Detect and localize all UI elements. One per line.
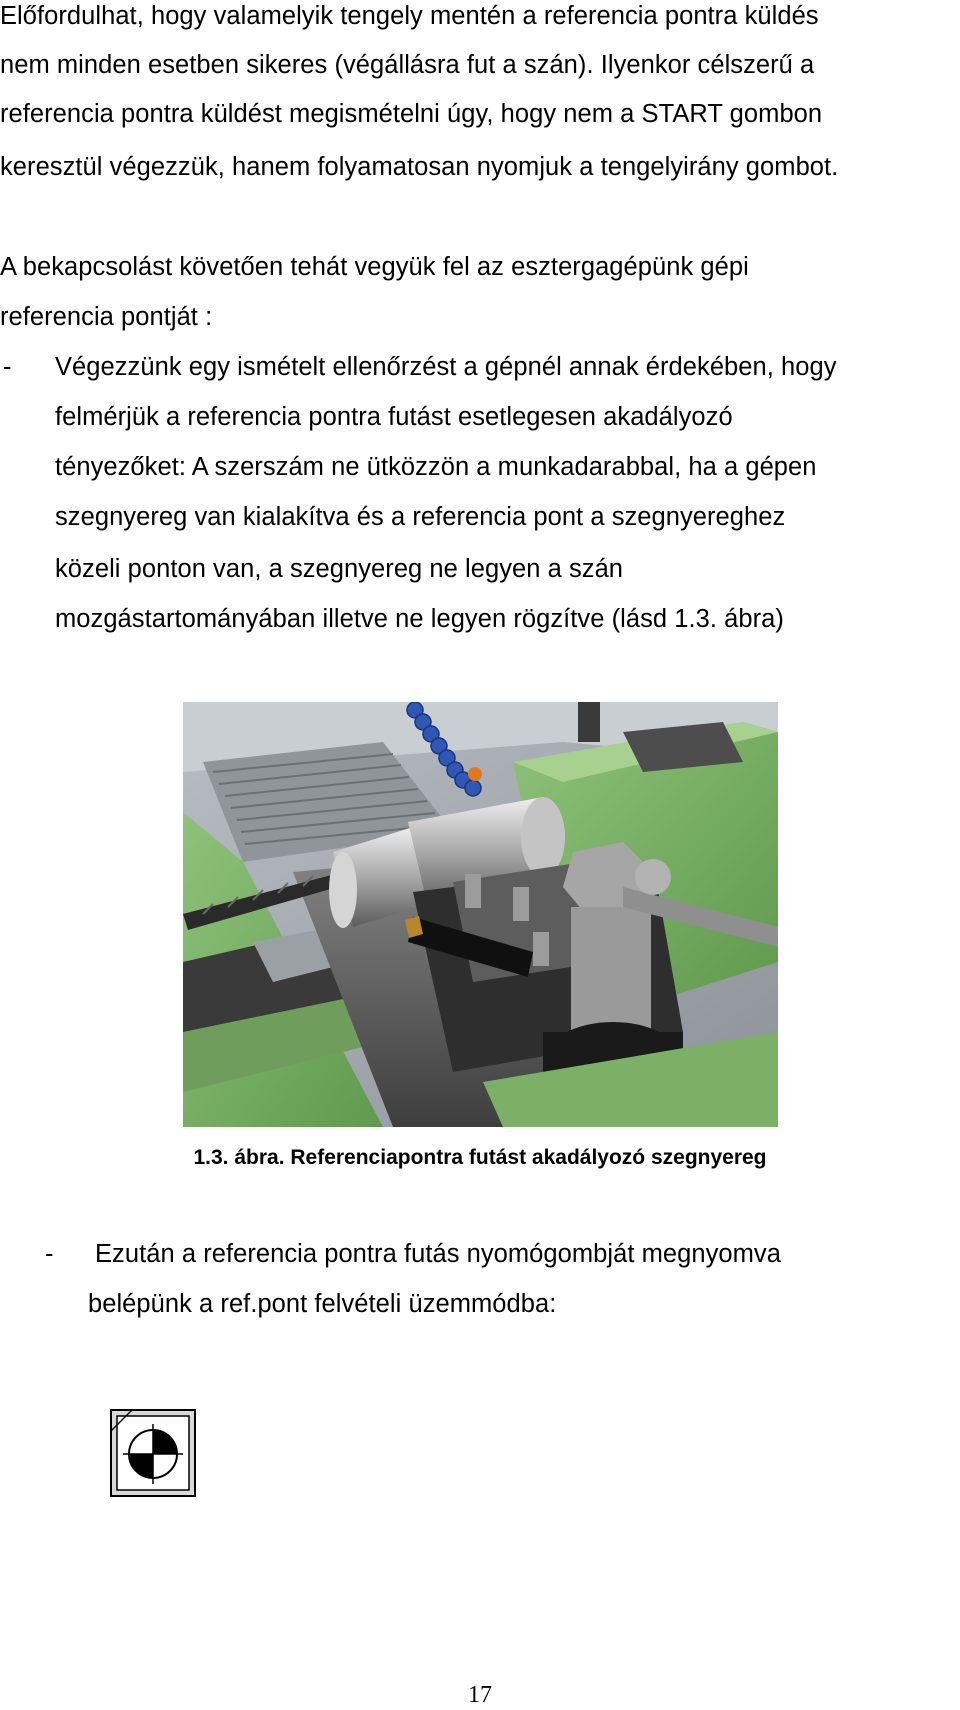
text-line: közeli ponton van, a szegnyereg ne legyen a szán: [55, 555, 624, 583]
text-line: Ezután a referencia pontra futás nyomógombját megnyomva: [95, 1240, 781, 1268]
text-line: Végezzünk egy ismételt ellenőrzést a gépnél annak érdekében, hogy: [55, 353, 837, 381]
text-line: mozgástartományában illetve ne legyen rögzítve (lásd 1.3. ábra): [55, 605, 784, 633]
text-line: keresztül végezzük, hanem folyamatosan nyomjuk a tengelyirány gombot.: [0, 153, 839, 181]
text-line: szegnyereg van kialakítva és a referencia pont a szegnyereghez: [55, 503, 786, 531]
text-line: nem minden esetben sikeres (végállásra fut a szán). Ilyenkor célszerű a: [0, 51, 815, 79]
list-dash: -: [3, 353, 12, 381]
reference-point-icon: [110, 1409, 196, 1497]
text-line: referencia pontra küldést megismételni úgy, hogy nem a START gombon: [0, 100, 823, 128]
figure-caption: 1.3. ábra. Referenciapontra futást akadályozó szegnyereg: [193, 1146, 767, 1169]
page-number: 17: [468, 1682, 492, 1708]
text-line: belépünk a ref.pont felvételi üzemmódba:: [88, 1290, 557, 1318]
text-line: felmérjük a referencia pontra futást esetlegesen akadályozó: [55, 403, 733, 431]
text-line: Előfordulhat, hogy valamelyik tengely mentén a referencia pontra küldés: [0, 2, 819, 30]
text-line: A bekapcsolást követően tehát vegyük fel az esztergagépünk gépi: [0, 253, 749, 281]
list-dash: -: [45, 1240, 54, 1268]
text-line: referencia pontját :: [0, 303, 213, 331]
text-line: tényezőket: A szerszám ne ütközzön a munkadarabbal, ha a gépen: [55, 453, 817, 481]
lathe-tailstock-photo: [183, 702, 778, 1127]
